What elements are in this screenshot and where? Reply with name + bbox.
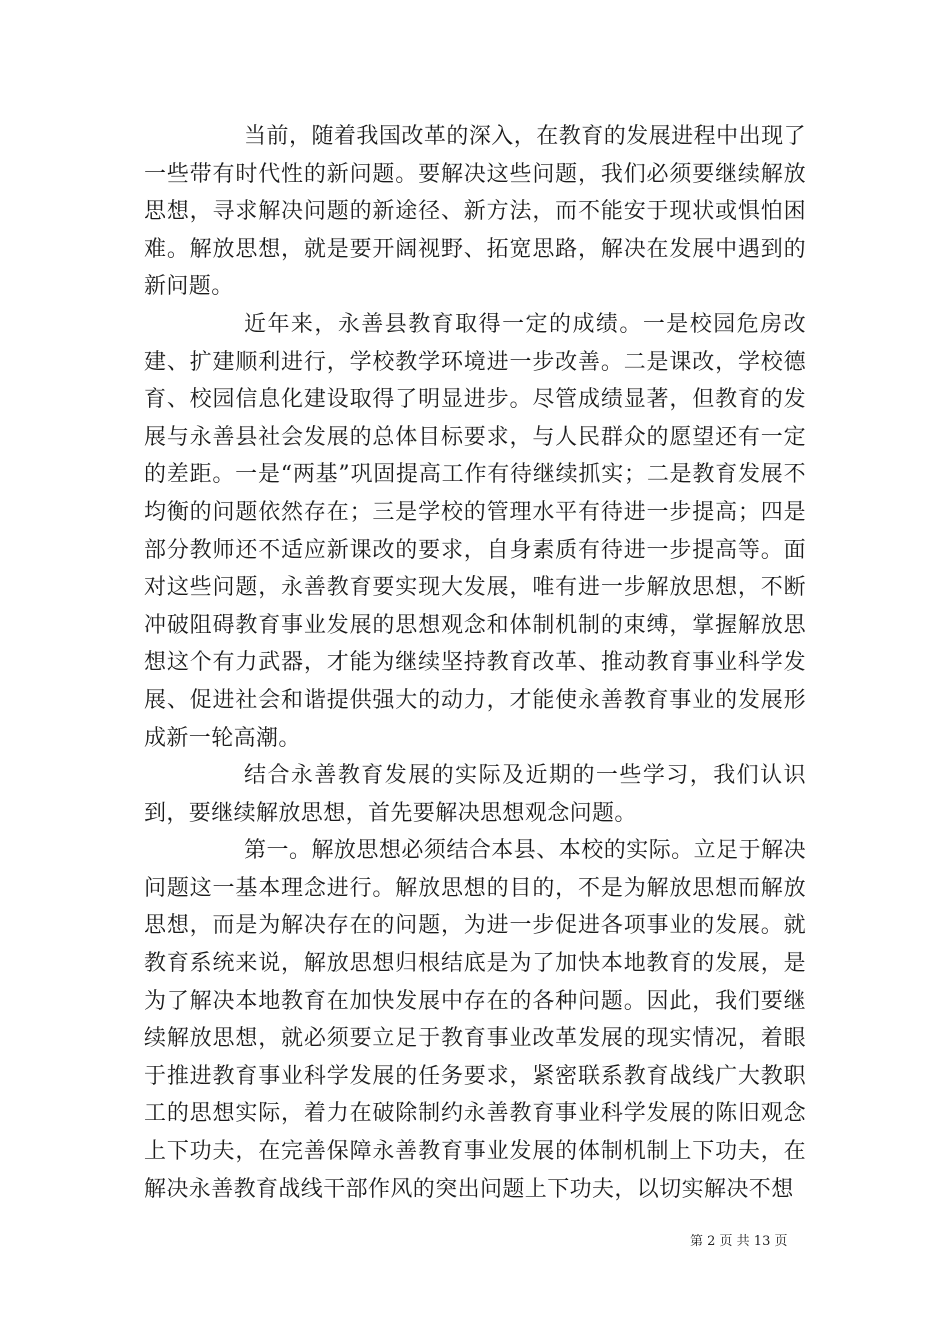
paragraph-3: 结合永善教育发展的实际及近期的一些学习，我们认识到，要继续解放思想，首先要解决思想观念问题。 — [144, 763, 806, 826]
paragraph-4: 第一。解放思想必须结合本县、本校的实际。立足于解决问题这一基本理念进行。解放思想的目的，不是为解放思想而解放思想，而是为解决存在的问题，为进一步促进各项事业的发展。就教育系统来说，解放思想归根结底是为了加快本地教育的发展，是为了解决本地教育在加快发展中存在的各种问题。因此，我们要继续解放思想，就必须要立足于教育事业改革发展的现实情况，着眼于推进教育事业科学发展的任务要求，紧密联系教育战线广大教职工的思想实际，着力在破除制约永善教育事业科学发展的陈旧观念上下功夫，在完善保障永善教育事业发展的体制机制上下功夫，在解决永善教育战线干部作风的突出问题上下功夫，以切实解决不想 — [144, 838, 806, 1202]
page-number-footer: 第 2 页 共 13 页 — [690, 1234, 788, 1249]
document-body — [144, 118, 806, 1208]
paragraph-1: 当前，随着我国改革的深入，在教育的发展进程中出现了一些带有时代性的新问题。要解决这些问题，我们必须要继续解放思想，寻求解决问题的新途径、新方法，而不能安于现状或惧怕困难。解放思想，就是要开阔视野、拓宽思路，解决在发展中遇到的新问题。 — [144, 124, 806, 300]
paragraph-2: 近年来，永善县教育取得一定的成绩。一是校园危房改建、扩建顺利进行，学校教学环境进一步改善。二是课改，学校德育、校园信息化建设取得了明显进步。尽管成绩显著，但教育的发展与永善县社会发展的总体目标要求，与人民群众的愿望还有一定的差距。一是“两基”巩固提高工作有待继续抓实；二是教育发展不均衡的问题依然存在；三是学校的管理水平有待进一步提高；四是部分教师还不适应新课改的要求，自身素质有待进一步提高等。面对这些问题，永善教育要实现大发展，唯有进一步解放思想，不断冲破阻碍教育事业发展的思想观念和体制机制的束缚，掌握解放思想这个有力武器，才能为继续坚持教育改革、推动教育事业科学发展、促进社会和谐提供强大的动力，才能使永善教育事业的发展形成新一轮高潮。 — [144, 311, 806, 751]
